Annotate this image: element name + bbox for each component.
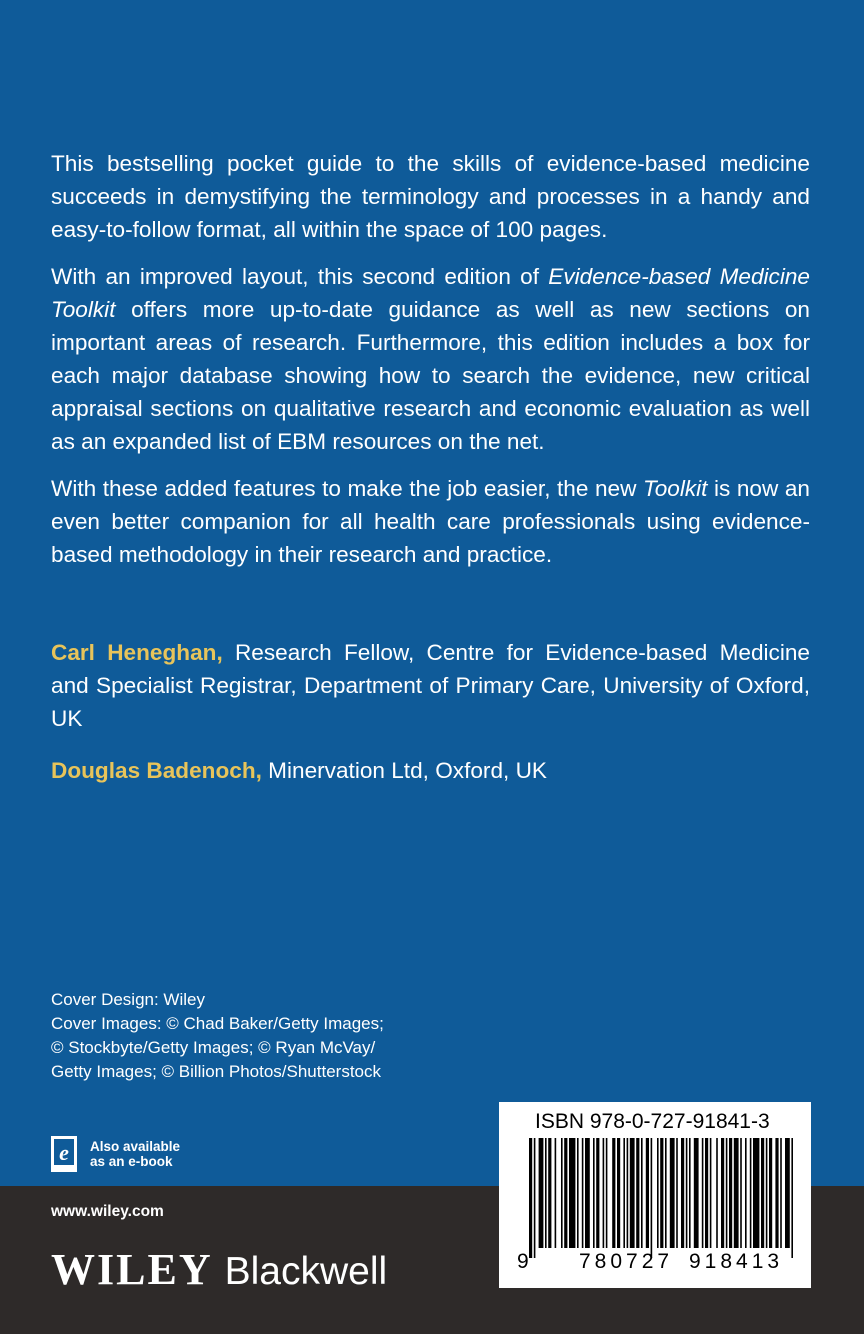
barcode-digits-left: 780727: [579, 1250, 674, 1273]
barcode-bar: [665, 1138, 667, 1248]
barcode-bar: [660, 1138, 663, 1248]
credit-line: © Stockbyte/Getty Images; © Ryan McVay/: [51, 1038, 376, 1057]
barcode-bar: [761, 1138, 764, 1248]
ebook-line: as an e-book: [90, 1154, 173, 1169]
barcode-bar: [534, 1138, 536, 1258]
blurb-text: offers more up-to-date guidance as well as new sections on important areas of research. Furthermore, this edition includes a box for each major database showing how to search the evidence, new critical appraisal sections on qualitative research and economic evaluation as well as an expanded list of EBM resources on the net.: [51, 297, 810, 454]
svg-text:e: e: [59, 1140, 69, 1165]
isbn-text: ISBN 978-0-727-91841-3: [535, 1110, 770, 1133]
barcode-bar: [623, 1138, 625, 1248]
author-bios: [51, 636, 810, 806]
blurb-text: With an improved layout, this second edition of: [51, 264, 549, 289]
credit-line: Cover Images: © Chad Baker/Getty Images;: [51, 1014, 384, 1033]
barcode-bar: [753, 1138, 759, 1248]
barcode-box: [499, 1102, 811, 1288]
credit-line: Getty Images; © Billion Photos/Shutterstock: [51, 1062, 382, 1081]
barcode-bar: [729, 1138, 732, 1248]
barcode-bar: [670, 1138, 675, 1248]
cover-credits: [51, 988, 491, 1084]
blurb-text: This bestselling pocket guide to the skills of evidence-based medicine succeeds in demystifying the terminology and processes in a handy and easy-to-follow format, all within the space of 100 pages.: [51, 151, 810, 242]
barcode-bar: [555, 1138, 557, 1248]
barcode-bar: [657, 1138, 659, 1248]
author-affiliation: Minervation Ltd, Oxford, UK: [261, 758, 547, 783]
barcode-bar: [721, 1138, 724, 1248]
barcode-bar: [569, 1138, 575, 1248]
barcode-bar: [769, 1138, 772, 1248]
barcode-bar: [641, 1138, 643, 1248]
blurb-text: With these added features to make the job easier, the new: [51, 476, 643, 501]
barcode-bar: [561, 1138, 563, 1248]
barcode-bar: [646, 1138, 649, 1248]
author-affiliation: Research Fellow, Centre for Evidence-based Medicine and Specialist Registrar, Department of Primary Care, University of Oxford, UK: [51, 640, 810, 731]
barcode-bar: [734, 1138, 739, 1248]
barcode-bar: [585, 1138, 590, 1248]
logo-wiley: WILEY: [51, 1245, 213, 1294]
ebook-icon: [51, 1136, 77, 1172]
barcode-bar: [686, 1138, 688, 1248]
barcode-bar: [596, 1138, 599, 1248]
barcode-digits-right: 918413: [689, 1250, 784, 1273]
logo-blackwell: Blackwell: [224, 1250, 388, 1293]
barcode-bar: [630, 1138, 635, 1248]
barcode-bar: [539, 1138, 544, 1248]
barcode-bar: [775, 1138, 778, 1248]
publisher-url[interactable]: www.wiley.com: [51, 1203, 164, 1220]
barcode-bar: [766, 1138, 768, 1248]
barcode-bar: [705, 1138, 708, 1248]
barcode-bar: [745, 1138, 747, 1248]
barcode-bar: [606, 1138, 608, 1248]
barcode-bar: [681, 1138, 684, 1248]
barcode-bar: [702, 1138, 704, 1248]
credit-line: Cover Design: Wiley: [51, 990, 205, 1009]
barcode-bar: [529, 1138, 532, 1258]
blurb-text: is now an even better companion for all health care professionals using evidence-based methodology in their research and practice.: [51, 476, 810, 567]
publisher-logo: [51, 1244, 387, 1294]
barcode-bar: [689, 1138, 691, 1248]
barcode-bar: [740, 1138, 742, 1248]
barcode-bar: [577, 1138, 579, 1248]
ebook-notice: [51, 1134, 180, 1174]
barcode-bar: [710, 1138, 712, 1248]
barcode-bar: [785, 1138, 790, 1248]
blurb: [51, 147, 810, 585]
barcode-bar: [636, 1138, 639, 1248]
blurb-paragraph-2: [51, 260, 810, 458]
barcode-bar: [545, 1138, 547, 1248]
barcode-bar: [716, 1138, 718, 1248]
barcode-bar: [791, 1138, 793, 1258]
ebook-line: Also available: [90, 1139, 181, 1154]
barcode-bar: [582, 1138, 584, 1248]
book-title-italic: Evidence-based Medicine Toolkit: [51, 264, 810, 322]
barcode-bar: [612, 1138, 615, 1248]
author-bio-1: [51, 636, 810, 735]
barcode-digit-first: 9: [517, 1250, 529, 1273]
barcode-bar: [627, 1138, 629, 1248]
barcode-bar: [694, 1138, 699, 1248]
barcode-bar: [603, 1138, 605, 1248]
barcode-bar: [617, 1138, 620, 1248]
barcode-bar: [548, 1138, 551, 1248]
author-bio-2: [51, 754, 810, 787]
barcode-bar: [564, 1138, 567, 1248]
ebook-text: [90, 1139, 180, 1169]
barcode-bar: [780, 1138, 782, 1248]
barcode-bar: [726, 1138, 728, 1248]
blurb-paragraph-1: [51, 147, 810, 246]
book-title-italic: Toolkit: [642, 476, 708, 501]
author-name: Douglas Badenoch,: [51, 758, 262, 783]
barcode-bar: [750, 1138, 752, 1248]
barcode-bar: [651, 1138, 653, 1258]
author-name: Carl Heneghan,: [51, 640, 223, 665]
barcode-bar: [593, 1138, 595, 1248]
blurb-paragraph-3: [51, 472, 810, 571]
barcode-bar: [676, 1138, 678, 1248]
